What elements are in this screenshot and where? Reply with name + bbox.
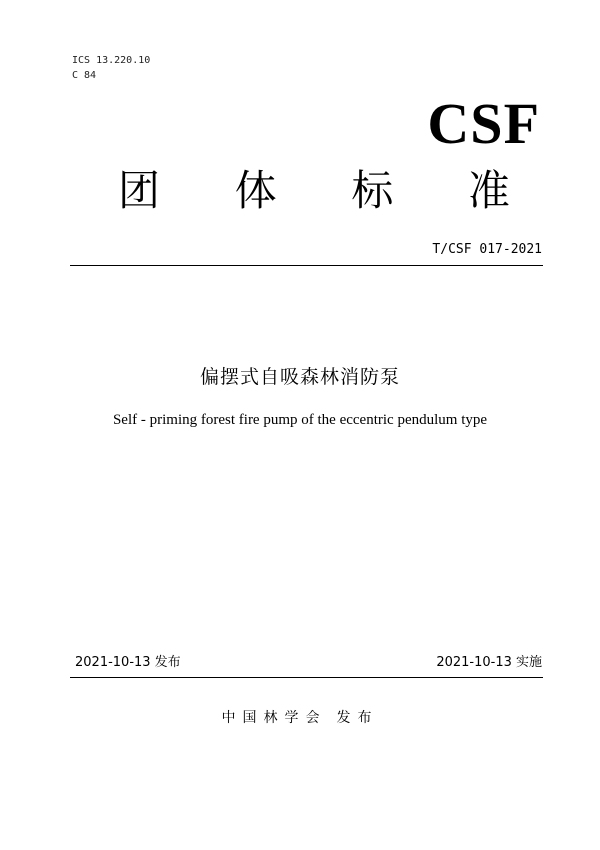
ccs-code: C 84 [72, 70, 97, 81]
standard-type-heading [118, 165, 510, 217]
standard-type-char: 体 [234, 166, 277, 215]
csf-logo: CSF [427, 91, 540, 156]
publish-date: 2021-10-13 发布 [75, 655, 181, 670]
top-divider [70, 265, 543, 266]
standard-type-char: 准 [467, 166, 510, 215]
standard-type-char: 标 [351, 166, 394, 215]
standard-number: T/CSF 017-2021 [432, 242, 542, 257]
ics-code: ICS 13.220.10 [72, 55, 151, 66]
publisher-organization: 中国林学会 [221, 710, 327, 726]
standard-type-char: 团 [118, 166, 161, 215]
bottom-divider [70, 677, 543, 678]
document-title-chinese: 偏摆式自吸森林消防泵 [199, 366, 400, 388]
implementation-date: 2021-10-13 实施 [436, 655, 542, 670]
document-title-english: Self - priming forest fire pump of the eccentric pendulum type [112, 412, 488, 428]
publisher-line [0, 708, 600, 728]
publisher-action: 发布 [336, 710, 379, 726]
